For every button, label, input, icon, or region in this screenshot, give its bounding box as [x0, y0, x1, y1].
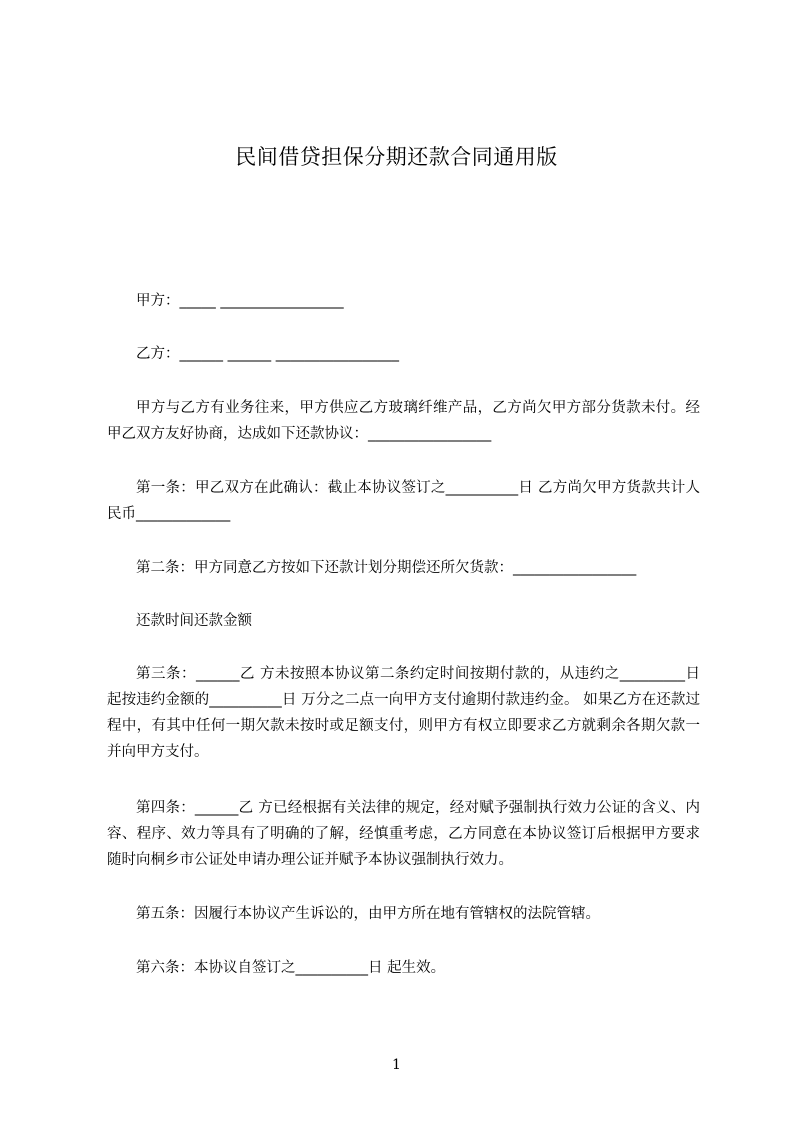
document-title: 民间借贷担保分期还款合同通用版	[235, 145, 558, 169]
party-b-line: 乙方：______ ______ _________________	[136, 346, 399, 362]
article-4: 第四条：______乙 方已经根据有关法律的规定，经对赋予强制执行效力公证的含义、内容、程序、效力等具有了明确的了解，经慎重考虑，乙方同意在本协议签订后根据甲方要求随时向桐乡市公证处申请办理公证并赋予本协议强制执行效力。	[107, 800, 700, 868]
article-3: 第三条：______乙 方未按照本协议第二条约定时间按期付款的，从违约之_________日 起按违约金额的__________日 万分之二点一向甲方支付逾期付款违约金。 如果乙方在还款过程中，有其中任何一期欠款未按时或足额支付，则甲方有权立即要求乙方就剩余各期欠款一并向甲方支付。	[107, 666, 700, 760]
article-1: 第一条：甲乙双方在此确认：截止本协议签订之__________日 乙方尚欠甲方货款共计人民币_____________	[107, 480, 700, 522]
repayment-header: 还款时间还款金额	[136, 613, 252, 629]
party-a-line: 甲方：_____ _________________	[136, 293, 344, 309]
article-5: 第五条：因履行本协议产生诉讼的，由甲方所在地有管辖权的法院管辖。	[136, 906, 600, 922]
page-number: 1	[392, 1057, 401, 1073]
article-2: 第二条：甲方同意乙方按如下还款计划分期偿还所欠货款：_________________	[136, 560, 637, 576]
intro-paragraph: 甲方与乙方有业务往来，甲方供应乙方玻璃纤维产品，乙方尚欠甲方部分货款未付。经甲乙双方友好协商，达成如下还款协议：_________________	[107, 400, 700, 442]
article-6: 第六条：本协议自签订之__________日 起生效。	[136, 960, 446, 976]
